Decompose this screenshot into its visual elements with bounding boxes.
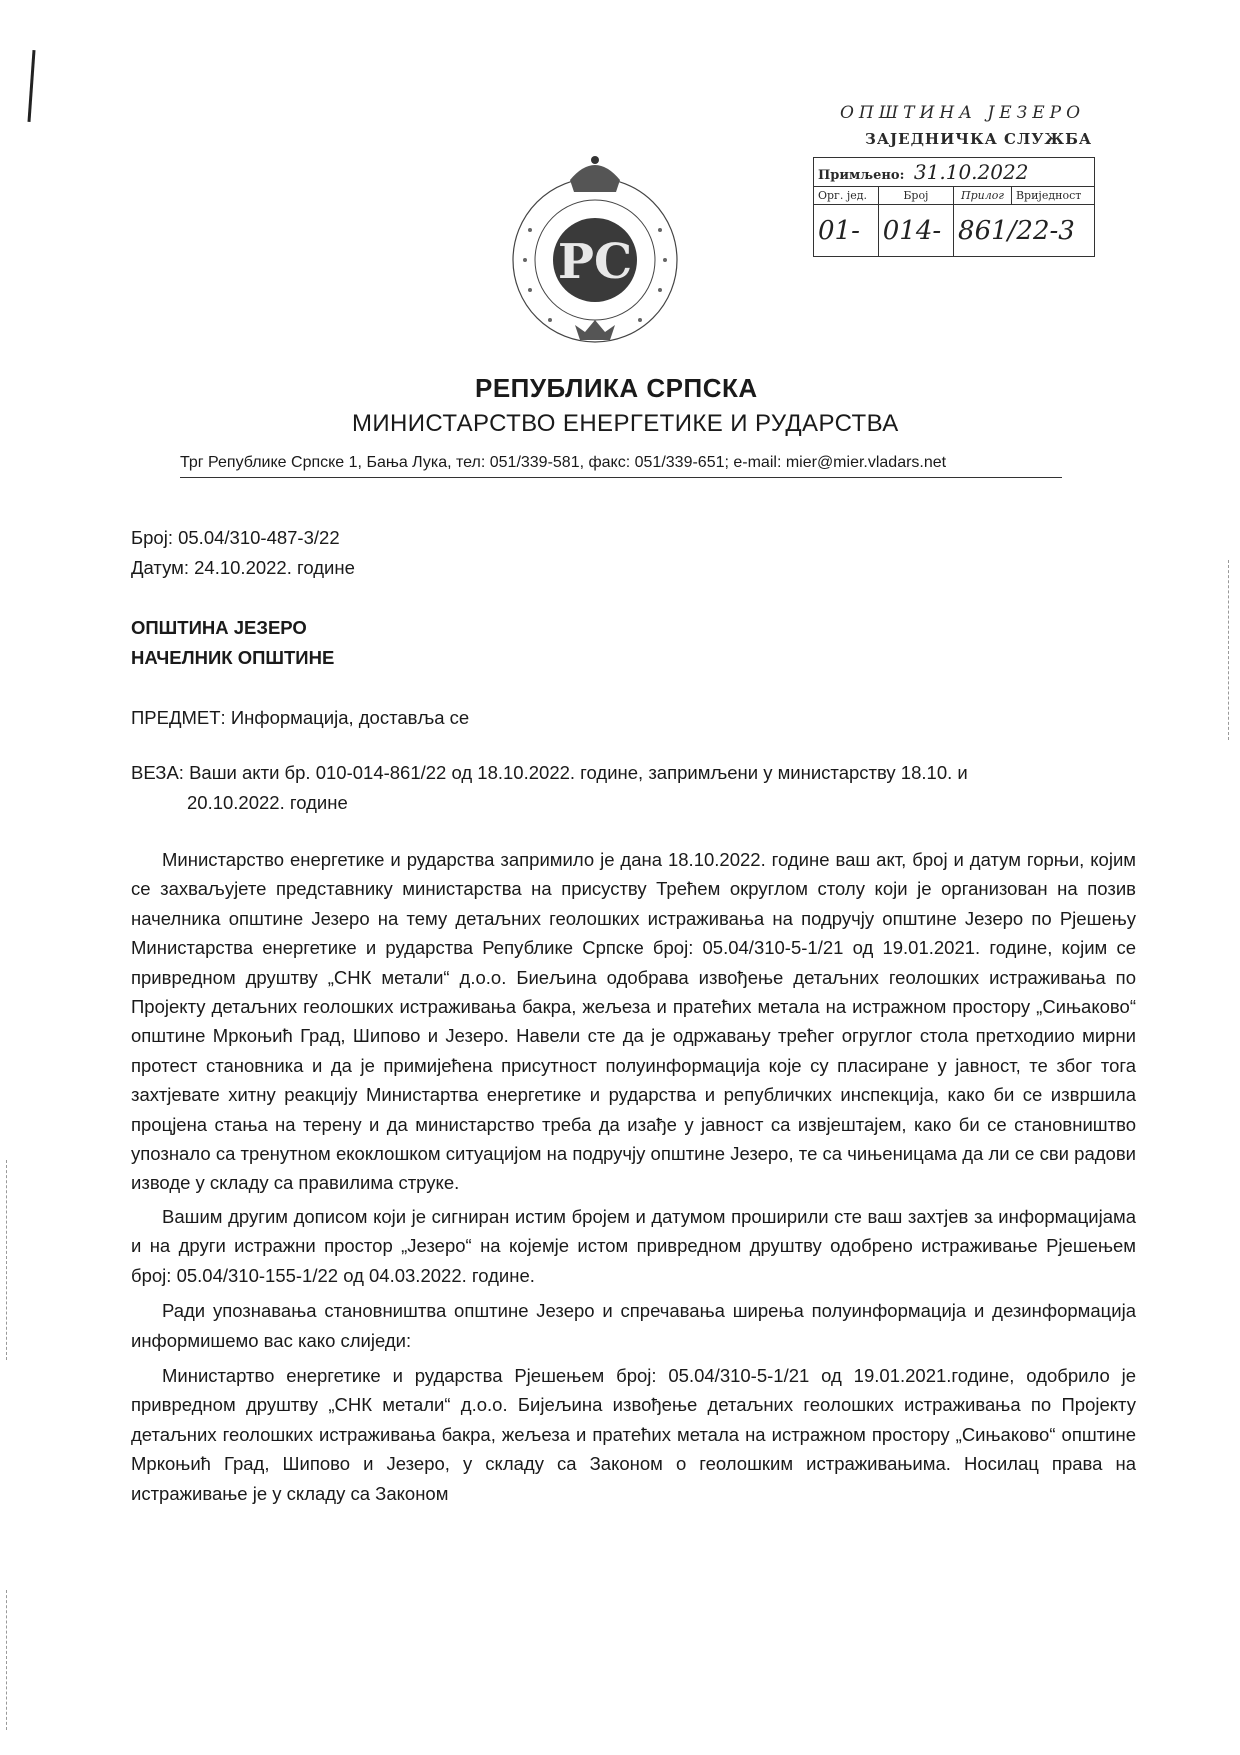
body-paragraph-4: Министартво енергетике и рударства Рјешењем број: 05.04/310-5-1/21 од 19.01.2021.године, одобрило је привредном друштву „СНК метали“ д.о.о. Бијељина извођење детаљних геолошких истраживања по Пројекту детаљних геолошких истраживања бакра, жељеза и пратећих метала на истражном простору „Сињаково“ општине Мркоњић Град, Шипово и Језеро, у складу са Законом о геолошким истраживањима. Носилац права на истраживање је у складу са Законом — [131, 1364, 1136, 1504]
stamp-municipality: ОПШТИНА ЈЕЗЕРО — [840, 103, 1086, 123]
stamp-col-org: Орг. јед. — [814, 187, 879, 205]
body-paragraph-3: Ради упознавања становништва општине Језеро и спречавања ширења полуинформација и дезинформација информишемо вас како слиједи: — [131, 1300, 1136, 1351]
stamp-received-label: Примљено: — [818, 168, 905, 183]
ministry-address: Трг Републике Српске 1, Бања Лука, тел: 051/339-581, факс: 051/339-651; e-mail: mier@mier.vladars.net — [180, 454, 947, 471]
document-number: Број: 05.04/310-487-3/22 — [131, 527, 340, 548]
scan-edge-marks — [6, 1160, 7, 1360]
reference-block — [131, 758, 1141, 818]
stamp-hw-attachment: 861/22-3 — [958, 215, 1075, 246]
body-paragraph-1: Министарство енергетике и рударства запримило је дана 18.10.2022. године ваш акт, број и датум горњи, којим се захваљујете представнику министарства на присуству Трећем округлом столу који је организован на позив начелника општине Језеро на тему детаљних геолошких истраживања на подручју општине Језеро по Рјешењу Министарства енергетике и рударства Републике Српске број: 05.04/310-5-1/21 од 19.01.2021. године, којим се привредном друштву „СНК метали“ д.о.о. Биељина одобрава извођење детаљних геолошких истраживања по Пројекту детаљних геолошких истраживања бакра, жељеза и пратећих метала на истражном простору „Сињаково“ општине Мркоњић Град, Шипово и Језеро. Навели сте да је одржавању трећег огруглог стола претходиио мирни протест становника и да је примијећена присутност полуинформација које су пласиране у јавност, те због тога захтјевате хитну реакцију Министартва енергетике и рударства и републичких инспекција, како би се извршила процјена стања на терену и да министарство треба да изађе у јавност са извјештајем, како би се становништво упознало са тренутном екоклошком ситуацијом на подручју општине Језеро, те са чињеницама да ли се сви радови изводе у складу са правилима струке. — [131, 849, 1136, 1194]
scan-mark — [27, 50, 35, 122]
stamp-received-date: 31.10.2022 — [913, 160, 1029, 184]
reference-line-1: ВЕЗА: Ваши акти бр. 010-014-861/22 од 18.10.2022. године, запримљени у министарству 18.10. и — [131, 762, 968, 783]
scan-edge-marks — [6, 1590, 7, 1730]
scan-edge-marks — [1228, 560, 1229, 740]
stamp-hw-org: 01- — [818, 215, 860, 246]
reference-line-2: 20.10.2022. године — [187, 792, 348, 813]
recipient-mayor: НАЧЕЛНИК ОПШТИНЕ — [131, 647, 335, 668]
ministry-title: МИНИСТАРСТВО ЕНЕРГЕТИКЕ И РУДАРСТВА — [352, 410, 899, 437]
svg-text:PC: PC — [557, 234, 633, 290]
stamp-col-attachment: Прилог — [954, 187, 1012, 205]
stamp-service: ЗАЈЕДНИЧКА СЛУЖБА — [865, 130, 1093, 148]
received-stamp — [800, 85, 1100, 295]
bank-seal-emblem — [500, 150, 690, 350]
body-text — [131, 845, 1136, 1508]
stamp-table — [813, 157, 1095, 257]
stamp-col-value: Вриједност — [1011, 187, 1094, 205]
recipient-municipality: ОПШТИНА ЈЕЗЕРО — [131, 617, 307, 638]
header-divider — [180, 477, 1062, 478]
stamp-hw-number: 014- — [882, 215, 942, 246]
republic-title: РЕПУБЛИКА СРПСКА — [475, 373, 758, 403]
subject-line: ПРЕДМЕТ: Информација, доставља се — [131, 707, 470, 728]
body-paragraph-2: Вашим другим дописом који је сигниран истим бројем и датумом проширили сте ваш захтјев за информацијама и на други истражни простор „Језеро“ на којемје истом привредном друштву одобрено истраживање Рјешењем број: 05.04/310-155-1/22 од 04.03.2022. године. — [131, 1205, 1136, 1286]
stamp-col-number: Број — [878, 187, 953, 205]
document-date: Датум: 24.10.2022. године — [131, 557, 355, 578]
